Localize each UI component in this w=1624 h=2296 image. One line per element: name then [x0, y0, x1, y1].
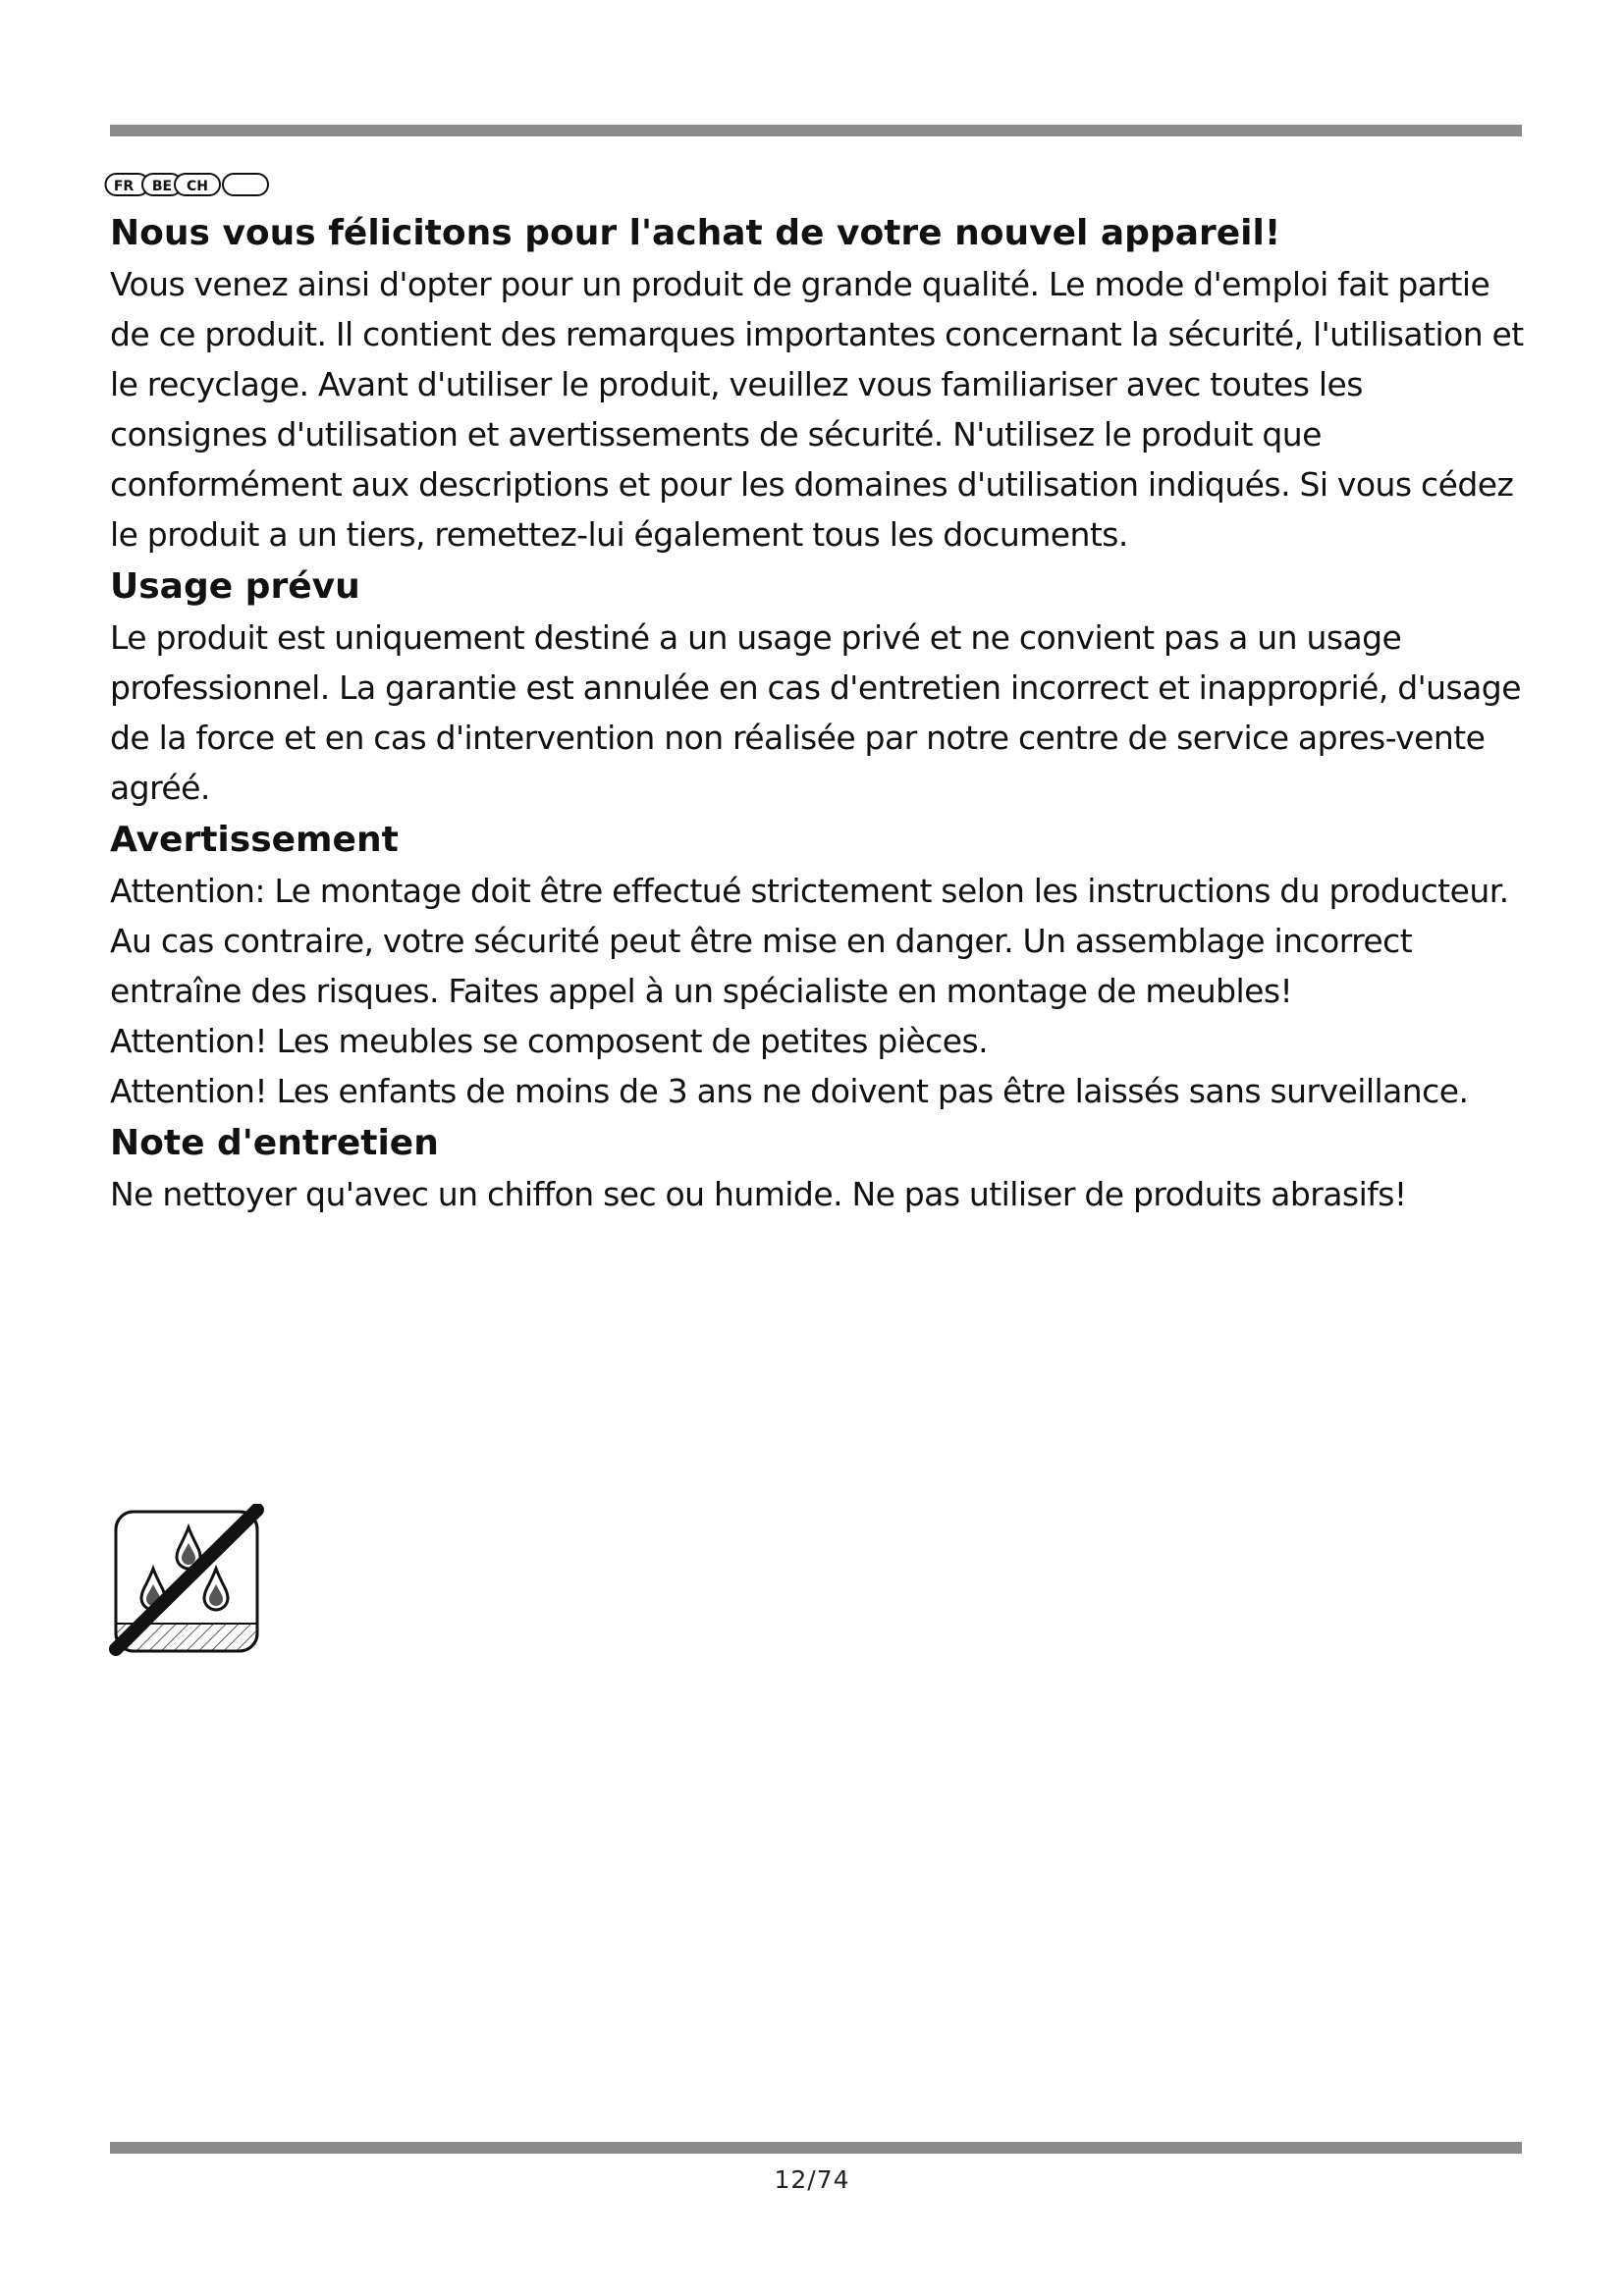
badge-be: BE [151, 179, 173, 194]
badge-ch: CH [187, 179, 208, 194]
paragraph-introduction: Vous venez ainsi d'opter pour un produit de grande qualité. Le mode d'emploi fait partie de ce produit. Il contient des remarques importantes concernant la sécurité, l'utilisation et le recyclage. Avant d'utiliser le produit, veuillez vous familiariser avec toutes les consignes d'utilisation et avertissements de sécurité. N'utilisez le produit que conformément aux descriptions et pour les domaines d'utilisation indiqués. Si vous cédez le produit a un tiers, remettez-lui également tous les documents. [110, 265, 1524, 554]
paragraph-warning-small-parts: Attention! Les meubles se composent de petites pièces. [110, 1022, 989, 1060]
bottom-divider [110, 2142, 1522, 2154]
paragraph-care-note: Ne nettoyer qu'avec un chiffon sec ou humide. Ne pas utiliser de produits abrasifs! [110, 1175, 1407, 1213]
top-divider [110, 125, 1522, 136]
heading-congratulations: Nous vous félicitons pour l'achat de votre nouvel appareil! [110, 213, 1281, 253]
care-symbol [108, 1504, 267, 1657]
no-wet-cleaning-icon [108, 1504, 267, 1657]
paragraph-warning-assembly: Attention: Le montage doit être effectué strictement selon les instructions du producteur. Au cas contraire, votre sécurité peut être mise en danger. Un assemblage incorrect entraîne des risques. Faites appel à un spécialiste en montage de meubles! [110, 872, 1509, 1010]
heading-warning: Avertissement [110, 820, 399, 860]
country-badges [104, 171, 271, 198]
paragraph-intended-use: Le produit est uniquement destiné a un usage privé et ne convient pas a un usage professionnel. La garantie est annulée en cas d'entretien incorrect et inapproprié, d'usage de la force et en cas d'intervention non réalisée par notre centre de service apres-vente agréé. [110, 618, 1521, 807]
page-number: 12/74 [774, 2165, 850, 2194]
badge-fr: FR [113, 179, 135, 194]
heading-care-note: Note d'entretien [110, 1123, 439, 1163]
paragraph-warning-children: Attention! Les enfants de moins de 3 ans ne doivent pas être laissés sans surveillance. [110, 1072, 1469, 1110]
heading-intended-use: Usage prévu [110, 566, 360, 607]
document-body [110, 208, 1524, 1219]
country-badges-icon [104, 171, 271, 198]
